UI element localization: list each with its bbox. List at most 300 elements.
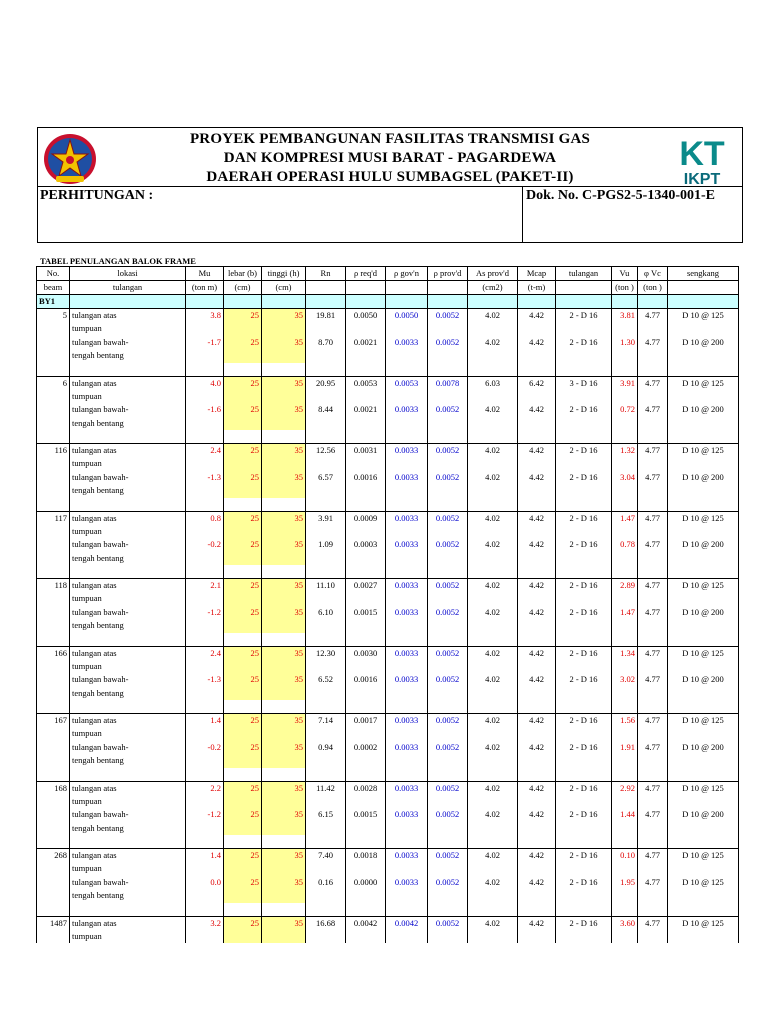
table-cell-as: 4.02	[468, 403, 518, 417]
table-cell	[306, 795, 346, 809]
table-cell-vu: 0.72	[612, 403, 638, 417]
table-cell	[468, 660, 518, 674]
table-cell	[37, 687, 70, 701]
table-cell	[262, 417, 306, 431]
table-cell	[346, 619, 386, 633]
table-cell	[262, 862, 306, 876]
table-row	[37, 538, 739, 552]
location-cell: tulangan atas	[70, 916, 186, 930]
table-cell	[518, 565, 556, 579]
table-cell	[638, 322, 668, 336]
table-cell	[556, 484, 612, 498]
table-cell	[224, 349, 262, 363]
table-cell	[306, 592, 346, 606]
table-cell	[306, 457, 346, 471]
table-cell	[262, 754, 306, 768]
table-cell	[186, 417, 224, 431]
table-cell	[518, 619, 556, 633]
table-cell-rn: 1.09	[306, 538, 346, 552]
table-cell	[612, 619, 638, 633]
table-cell	[428, 417, 468, 431]
table-cell	[37, 835, 70, 849]
table-cell-b: 25	[224, 876, 262, 890]
table-cell	[638, 390, 668, 404]
table-cell	[428, 322, 468, 336]
table-cell	[186, 322, 224, 336]
table-cell	[37, 862, 70, 876]
location-cell: tulangan atas	[70, 714, 186, 728]
table-cell	[556, 525, 612, 539]
table-cell-vu: 0.10	[612, 849, 638, 863]
table-cell	[346, 322, 386, 336]
table-cell-vu: 1.30	[612, 336, 638, 350]
table-cell	[468, 349, 518, 363]
table-cell-h: 35	[262, 579, 306, 593]
table-cell	[668, 687, 739, 701]
table-cell	[346, 430, 386, 444]
table-cell-as: 4.02	[468, 916, 518, 930]
table-cell-rn: 16.68	[306, 916, 346, 930]
table-cell-rprov: 0.0052	[428, 646, 468, 660]
table-cell-h: 35	[262, 511, 306, 525]
table-row	[37, 916, 739, 930]
table-row	[37, 525, 739, 539]
table-cell-h: 35	[262, 606, 306, 620]
column-header: ρ gov'n	[386, 267, 428, 281]
table-cell	[556, 687, 612, 701]
table-cell	[306, 660, 346, 674]
location-sub-label: tengah bentang	[70, 889, 186, 903]
table-cell-rn: 8.44	[306, 403, 346, 417]
table-cell	[346, 768, 386, 782]
table-row	[37, 862, 739, 876]
table-cell	[306, 930, 346, 944]
table-cell	[224, 552, 262, 566]
table-cell	[468, 903, 518, 917]
table-cell-h: 35	[262, 876, 306, 890]
table-cell-rreq: 0.0031	[346, 444, 386, 458]
table-cell-h: 35	[262, 673, 306, 687]
table-cell	[186, 930, 224, 944]
table-cell-mu: 1.4	[186, 714, 224, 728]
table-cell	[224, 457, 262, 471]
column-header: sengkang	[668, 267, 739, 281]
table-cell	[556, 498, 612, 512]
table-row	[37, 336, 739, 350]
table-cell-vc: 4.77	[638, 309, 668, 323]
table-cell-rgov: 0.0033	[386, 876, 428, 890]
table-cell-h: 35	[262, 444, 306, 458]
table-cell-tul: 2 - D 16	[556, 403, 612, 417]
table-cell	[468, 322, 518, 336]
table-cell	[386, 295, 428, 309]
table-cell	[306, 295, 346, 309]
table-cell	[346, 417, 386, 431]
table-cell	[518, 498, 556, 512]
table-cell-rprov: 0.0078	[428, 376, 468, 390]
table-cell	[37, 322, 70, 336]
location-sub-label: tengah bentang	[70, 349, 186, 363]
table-cell	[518, 363, 556, 377]
table-cell	[346, 525, 386, 539]
table-cell	[556, 633, 612, 647]
table-cell	[346, 862, 386, 876]
table-cell-as: 4.02	[468, 579, 518, 593]
table-cell	[668, 525, 739, 539]
table-cell-rgov: 0.0033	[386, 646, 428, 660]
table-cell	[556, 390, 612, 404]
table-cell	[37, 525, 70, 539]
table-cell	[638, 592, 668, 606]
table-cell	[668, 768, 739, 782]
table-cell	[224, 498, 262, 512]
table-cell	[346, 700, 386, 714]
location-cell: tulangan bawah-	[70, 538, 186, 552]
table-cell-rgov: 0.0033	[386, 673, 428, 687]
table-cell	[346, 727, 386, 741]
document-header	[37, 127, 743, 243]
table-cell-rprov: 0.0052	[428, 606, 468, 620]
table-cell-h: 35	[262, 714, 306, 728]
table-cell	[468, 498, 518, 512]
location-cell: tulangan atas	[70, 646, 186, 660]
table-cell	[612, 565, 638, 579]
table-cell	[186, 619, 224, 633]
table-cell-rgov: 0.0033	[386, 606, 428, 620]
table-cell-seng: D 10 @ 125	[668, 781, 739, 795]
table-cell-tul: 2 - D 16	[556, 714, 612, 728]
table-cell	[224, 322, 262, 336]
table-cell	[612, 430, 638, 444]
table-cell-vu: 1.34	[612, 646, 638, 660]
table-cell-rprov: 0.0052	[428, 916, 468, 930]
table-cell	[262, 903, 306, 917]
column-header: tulangan	[556, 267, 612, 281]
table-cell-mu: 3.8	[186, 309, 224, 323]
table-row	[37, 876, 739, 890]
table-cell-b: 25	[224, 403, 262, 417]
table-cell-h: 35	[262, 781, 306, 795]
table-cell	[262, 498, 306, 512]
location-cell: tulangan bawah-	[70, 336, 186, 350]
location-sub-label: tumpuan	[70, 322, 186, 336]
table-cell	[37, 727, 70, 741]
table-cell	[668, 862, 739, 876]
table-cell-rprov: 0.0052	[428, 876, 468, 890]
table-cell	[262, 660, 306, 674]
table-cell	[262, 430, 306, 444]
beam-number	[37, 673, 70, 687]
table-cell	[386, 552, 428, 566]
table-cell	[386, 565, 428, 579]
table-cell	[612, 349, 638, 363]
table-cell	[386, 363, 428, 377]
beam-number	[37, 606, 70, 620]
table-cell	[70, 498, 186, 512]
table-cell-b: 25	[224, 741, 262, 755]
table-cell	[186, 363, 224, 377]
table-cell	[386, 498, 428, 512]
table-row	[37, 592, 739, 606]
location-cell: tulangan bawah-	[70, 471, 186, 485]
table-cell-rprov: 0.0052	[428, 579, 468, 593]
table-cell-vc: 4.77	[638, 781, 668, 795]
table-cell	[612, 822, 638, 836]
table-cell	[638, 687, 668, 701]
table-row	[37, 552, 739, 566]
table-cell-tul: 2 - D 16	[556, 309, 612, 323]
table-cell	[186, 889, 224, 903]
location-cell: tulangan atas	[70, 511, 186, 525]
table-cell	[186, 754, 224, 768]
table-cell-seng: D 10 @ 125	[668, 714, 739, 728]
table-cell-mu: 0.8	[186, 511, 224, 525]
table-cell-rgov: 0.0033	[386, 336, 428, 350]
table-cell	[468, 363, 518, 377]
table-cell	[638, 417, 668, 431]
table-cell-rreq: 0.0016	[346, 471, 386, 485]
table-cell-vc: 4.77	[638, 538, 668, 552]
table-row	[37, 444, 739, 458]
location-sub-label: tumpuan	[70, 862, 186, 876]
table-cell	[346, 754, 386, 768]
table-cell	[428, 390, 468, 404]
table-cell	[386, 390, 428, 404]
table-cell-tul: 2 - D 16	[556, 646, 612, 660]
table-cell	[518, 552, 556, 566]
table-cell	[386, 525, 428, 539]
table-cell-vc: 4.77	[638, 336, 668, 350]
table-cell	[468, 633, 518, 647]
table-cell-seng: D 10 @ 200	[668, 336, 739, 350]
location-sub-label: tumpuan	[70, 390, 186, 404]
table-cell	[386, 484, 428, 498]
table-cell	[428, 430, 468, 444]
table-cell	[612, 795, 638, 809]
table-cell-b: 25	[224, 673, 262, 687]
table-cell-rreq: 0.0042	[346, 916, 386, 930]
table-cell-rn: 7.14	[306, 714, 346, 728]
table-cell	[428, 633, 468, 647]
table-cell-rgov: 0.0033	[386, 579, 428, 593]
table-cell	[306, 768, 346, 782]
table-cell	[346, 660, 386, 674]
table-cell	[612, 754, 638, 768]
column-header: (t-m)	[518, 281, 556, 295]
table-cell	[262, 322, 306, 336]
table-cell-as: 4.02	[468, 714, 518, 728]
table-cell	[186, 390, 224, 404]
table-row	[37, 606, 739, 620]
table-cell	[612, 660, 638, 674]
table-cell	[262, 565, 306, 579]
table-cell	[306, 754, 346, 768]
table-cell-rreq: 0.0021	[346, 403, 386, 417]
table-cell	[186, 795, 224, 809]
table-cell-seng: D 10 @ 125	[668, 646, 739, 660]
table-row	[37, 727, 739, 741]
table-cell-rreq: 0.0000	[346, 876, 386, 890]
table-cell	[668, 430, 739, 444]
table-cell-rreq: 0.0003	[346, 538, 386, 552]
table-cell	[468, 565, 518, 579]
table-cell-rgov: 0.0053	[386, 376, 428, 390]
table-cell	[638, 525, 668, 539]
table-cell	[262, 727, 306, 741]
table-cell	[428, 349, 468, 363]
table-cell	[186, 903, 224, 917]
table-cell	[386, 930, 428, 944]
column-header: (cm)	[224, 281, 262, 295]
table-cell	[468, 484, 518, 498]
table-cell	[224, 727, 262, 741]
table-cell	[37, 660, 70, 674]
table-cell	[668, 363, 739, 377]
table-title: TABEL PENULANGAN BALOK FRAME	[40, 256, 196, 266]
table-cell	[638, 295, 668, 309]
table-cell	[37, 619, 70, 633]
table-cell	[612, 903, 638, 917]
table-cell-mcap: 4.42	[518, 309, 556, 323]
spacer-row	[37, 903, 739, 917]
table-cell	[468, 754, 518, 768]
table-cell	[224, 430, 262, 444]
table-cell	[346, 889, 386, 903]
table-cell	[556, 903, 612, 917]
table-cell	[37, 592, 70, 606]
table-cell-mu: -1.2	[186, 606, 224, 620]
table-cell-vu: 0.78	[612, 538, 638, 552]
table-cell	[612, 687, 638, 701]
table-row	[37, 889, 739, 903]
table-cell	[70, 430, 186, 444]
table-cell-rgov: 0.0033	[386, 808, 428, 822]
table-cell-mcap: 6.42	[518, 376, 556, 390]
table-cell-vu: 2.92	[612, 781, 638, 795]
table-cell	[262, 822, 306, 836]
table-cell-as: 4.02	[468, 471, 518, 485]
table-cell-rreq: 0.0053	[346, 376, 386, 390]
location-sub-label: tengah bentang	[70, 754, 186, 768]
table-cell-mcap: 4.42	[518, 876, 556, 890]
table-cell	[638, 889, 668, 903]
table-cell-b: 25	[224, 336, 262, 350]
table-cell-seng: D 10 @ 125	[668, 579, 739, 593]
table-cell-as: 6.03	[468, 376, 518, 390]
table-cell	[612, 417, 638, 431]
table-cell	[224, 700, 262, 714]
table-cell	[518, 822, 556, 836]
table-cell	[518, 700, 556, 714]
table-cell	[346, 484, 386, 498]
table-cell-vu: 1.47	[612, 606, 638, 620]
column-header: tulangan	[70, 281, 186, 295]
table-cell	[612, 768, 638, 782]
column-header: φ Vc	[638, 267, 668, 281]
table-cell	[668, 660, 739, 674]
table-cell	[224, 795, 262, 809]
table-cell	[612, 889, 638, 903]
table-cell-mu: 4.0	[186, 376, 224, 390]
table-cell	[186, 633, 224, 647]
header-vertical-divider	[522, 186, 523, 242]
table-cell	[556, 862, 612, 876]
spacer-row	[37, 363, 739, 377]
table-cell-b: 25	[224, 471, 262, 485]
table-cell	[346, 390, 386, 404]
table-cell-rn: 6.15	[306, 808, 346, 822]
spacer-row	[37, 565, 739, 579]
table-cell	[668, 754, 739, 768]
location-cell: tulangan atas	[70, 309, 186, 323]
table-cell-tul: 2 - D 16	[556, 444, 612, 458]
beam-number: 118	[37, 579, 70, 593]
table-cell	[186, 862, 224, 876]
table-row	[37, 511, 739, 525]
table-cell-mu: 3.2	[186, 916, 224, 930]
table-cell	[386, 349, 428, 363]
table-cell-seng: D 10 @ 200	[668, 673, 739, 687]
table-cell	[556, 754, 612, 768]
table-cell-seng: D 10 @ 200	[668, 741, 739, 755]
table-cell-mu: -1.3	[186, 673, 224, 687]
table-cell	[306, 322, 346, 336]
table-cell	[224, 889, 262, 903]
table-cell	[37, 565, 70, 579]
beam-number	[37, 336, 70, 350]
table-cell	[638, 349, 668, 363]
table-cell	[668, 417, 739, 431]
table-cell	[668, 349, 739, 363]
table-cell-tul: 2 - D 16	[556, 916, 612, 930]
table-cell-h: 35	[262, 309, 306, 323]
table-cell	[468, 295, 518, 309]
table-cell	[306, 498, 346, 512]
table-cell	[518, 862, 556, 876]
table-cell-h: 35	[262, 336, 306, 350]
table-cell	[556, 660, 612, 674]
table-cell	[556, 822, 612, 836]
table-cell	[428, 889, 468, 903]
table-cell	[224, 619, 262, 633]
table-row	[37, 349, 739, 363]
table-cell	[428, 835, 468, 849]
table-cell-rn: 7.40	[306, 849, 346, 863]
table-cell	[262, 687, 306, 701]
table-cell-mu: 2.4	[186, 444, 224, 458]
table-cell	[37, 795, 70, 809]
table-cell	[386, 822, 428, 836]
table-cell	[668, 322, 739, 336]
table-cell-b: 25	[224, 309, 262, 323]
table-header-row	[37, 281, 739, 295]
table-cell-rreq: 0.0016	[346, 673, 386, 687]
table-cell-b: 25	[224, 646, 262, 660]
table-cell-seng: D 10 @ 125	[668, 849, 739, 863]
table-cell	[556, 930, 612, 944]
table-cell-mcap: 4.42	[518, 606, 556, 620]
table-cell	[556, 592, 612, 606]
table-cell	[346, 633, 386, 647]
perhitungan-label: PERHITUNGAN :	[40, 188, 154, 203]
table-cell	[638, 768, 668, 782]
table-cell-seng: D 10 @ 200	[668, 471, 739, 485]
table-cell	[186, 768, 224, 782]
column-header	[556, 281, 612, 295]
table-row	[37, 808, 739, 822]
column-header	[346, 281, 386, 295]
table-cell	[518, 457, 556, 471]
